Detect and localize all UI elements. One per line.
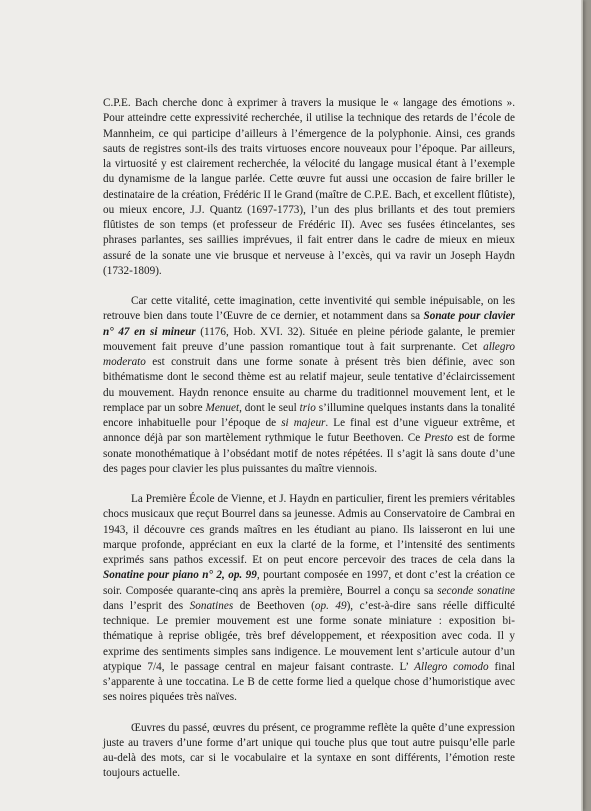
paragraph-1 <box>103 96 515 279</box>
text-run: est de forme sonate monothématique à l’obsédant motif de notes répétées. Il s’agit là sans doute d’une des pages pour clavier les plus puissantes du maître viennois. <box>103 432 516 475</box>
text-run: La Première École de Vienne, et J. Haydn en particulier, firent les premiers véritables chocs musicaux que reçut Bourrel dans sa jeunesse. Admis au Conservatoire de Cambrai en 1943, il découvre ces grands maîtres en les étudiant au piano. Ils laisseront en lui une marque profonde, appréciant en eux la clarté de la forme, et l’intensité des sentiments exprimés sans pathos excessif. Et on peut encore percevoir des traces de cela dans la <box>103 493 515 566</box>
paragraph-2 <box>103 294 515 477</box>
text-run: dans l’esprit des <box>103 599 190 612</box>
text-run: C.P.E. Bach cherche donc à exprimer à travers la musique le « langage des émotions ». Pour atteindre cette expressivité recherchée, il utilise la technique des retards de l’école de Mannheim, ce qui participe d’ailleurs à l’émergence de la polyphonie. Ainsi, ces grands sauts de registres sont-ils des traits virtuoses encore nouveaux pour l’époque. Par ailleurs, la virtuosité y est clairement recherchée, la vélocité du langage musical étant à l’exemple du dynamisme de la langue parlée. Cette œuvre fut aussi une occasion de faire briller le destinataire de la création, Frédéric II le Grand (maître de C.P.E. Bach, et excellent flûtiste), ou mieux encore, J.J. Quantz (1697-1773), l’un des plus brillants et des tout premiers flûtistes de son temps (et professeur de Frédéric II). Avec ses fusées étincelantes, ses phrases parlantes, ses saillies imprévues, il fait entrer dans le cadre de mieux en mieux assuré de la sonate une vie brusque et nerveuse à l’excès, qui va ravir un Joseph Haydn (1732-1809). <box>103 97 515 277</box>
text-run: final s’apparente à une toccatina. Le B de cette forme lied a quelque chose d’humoristique avec ses noires piquées très naïves. <box>103 660 515 704</box>
italic-text: op. 49 <box>314 599 347 612</box>
italic-text: si majeur <box>281 417 326 429</box>
text-run: (1176, Hob. XVI. 32). Située en pleine période galante, le premier mouvement fait preuve d’une passion romantique tout à fait surprenante. Cet <box>103 325 515 353</box>
work-title: Sonate pour clavier n° 47 en si mineur <box>103 310 515 338</box>
text-run: est construit dans une forme sonate à présent très bien définie, avec son bithématisme dont le second thème est au relatif majeur, seule tentative d’éclaircissement du mouvement. Haydn renonce ensuite au charme du traditionnel mouvement lent, et le remplace par un sobre <box>103 356 515 414</box>
italic-text: Sonatines <box>189 599 234 612</box>
paragraph-gap <box>103 279 515 294</box>
paragraph-gap <box>103 477 515 492</box>
text-run: de Beethoven ( <box>233 599 315 612</box>
italic-text: allegro moderato <box>103 340 515 368</box>
text-run: ), c’est-à-dire sans réelle difficulté technique. Le premier mouvement est une forme sonate miniature : exposition bi-thématique à reprise obligée, très bref développement, et réexposition avec coda. Il y exprime des sentiments simples sans indigence. Le mouvement lent s’articule autour d’un atypique 7/4, le passage central en majeur faisant contraste. L’ <box>103 599 516 673</box>
document-body <box>103 96 515 782</box>
paragraph-4 <box>103 721 515 782</box>
text-run: , dont le seul <box>239 401 300 414</box>
paragraph-3 <box>103 492 515 706</box>
text-run: s’illumine quelques instants dans la tonalité encore inhabituelle pour l’époque de <box>103 401 515 429</box>
italic-text: Presto <box>424 432 454 445</box>
paragraph-gap <box>103 706 515 721</box>
italic-text: seconde sonatine <box>437 584 515 597</box>
work-title: Sonatine pour piano n° 2, op. 99 <box>103 569 257 582</box>
page-edge <box>581 0 583 811</box>
text-run: Œuvres du passé, œuvres du présent, ce programme reflète la quête d’une expression juste au travers d’une forme d’art unique qui touche plus que tout autre puisqu’elle parle au-delà des mots, car si le vocabulaire et la syntaxe en sont différents, l’émotion reste toujours actuelle. <box>103 721 515 780</box>
italic-text: trio <box>299 401 316 414</box>
text-run: . Le final est d’une vigueur extrême, et annonce déjà par son martèlement rythmique le futur Beethoven. Ce <box>103 417 515 445</box>
text-run: Car cette vitalité, cette imagination, cette inventivité qui semble inépuisable, on les retrouve bien dans toute l’Œuvre de ce dernier, et notamment dans sa <box>103 295 515 323</box>
text-run: , pourtant composée en 1997, et dont c’est la création ce soir. Composée quarante-cinq ans après la première, Bourrel a conçu sa <box>103 569 515 597</box>
italic-text: Menuet <box>205 401 240 414</box>
italic-text: Allegro comodo <box>414 660 489 673</box>
